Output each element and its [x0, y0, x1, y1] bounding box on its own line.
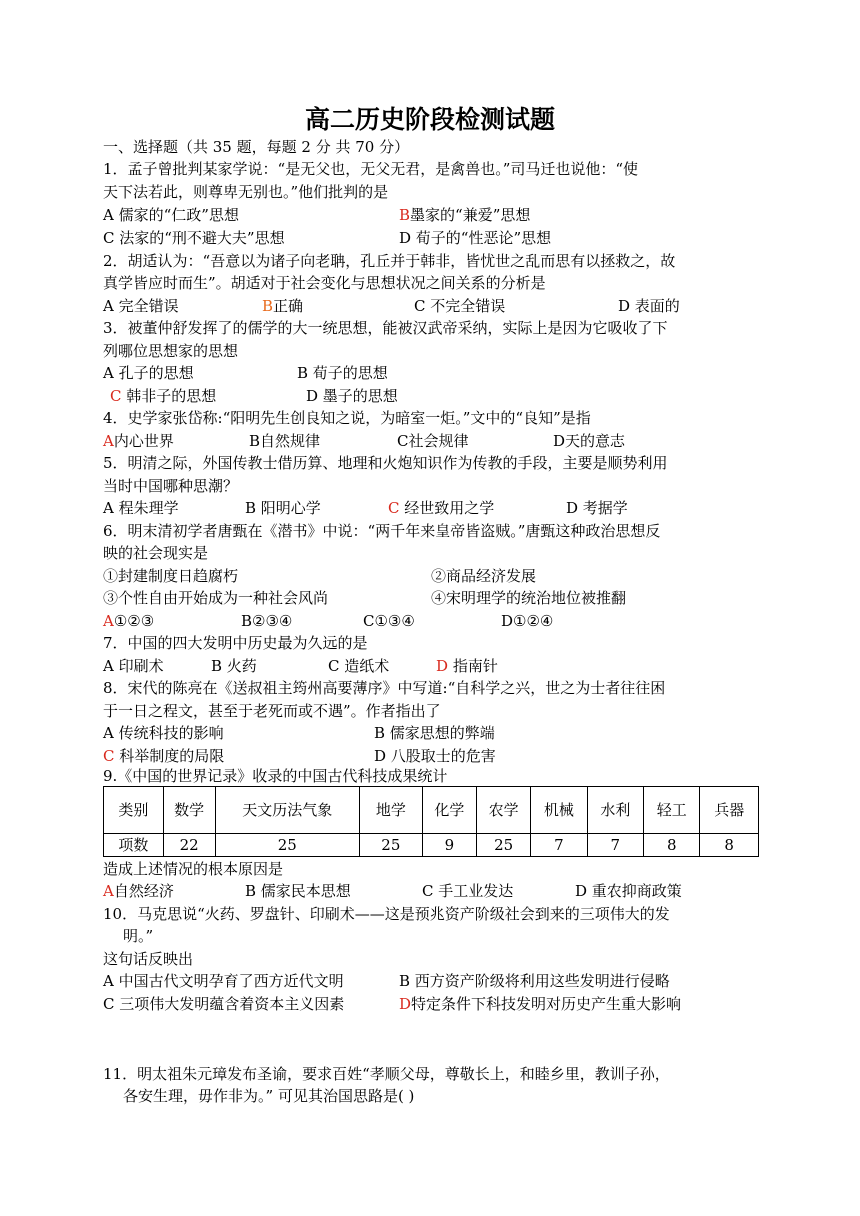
- q4-option-b: B自然规律: [249, 432, 321, 450]
- q4-option-a: [103, 430, 174, 452]
- q9-count-cell: 8: [700, 834, 759, 857]
- q8-option-c-letter: C: [103, 747, 115, 765]
- q2-option-d: D 表面的: [618, 297, 680, 315]
- q9-count-cell: 7: [587, 834, 643, 857]
- q5-option-a: A 程朱理学: [103, 499, 179, 517]
- q1-option-d: D 荀子的“性恶论”思想: [399, 229, 552, 247]
- q10-option-d-text: 特定条件下科技发明对历史产生重大影响: [411, 995, 682, 1013]
- q4-option-c: C社会规律: [397, 432, 469, 450]
- q9-header-cell: 机械: [531, 787, 587, 834]
- q9-count-cell: 22: [163, 834, 215, 857]
- q6-option-b: B②③④: [241, 612, 293, 630]
- q7-option-c: C 造纸术: [328, 657, 390, 675]
- q1-option-c: C 法家的“刑不避大夫”思想: [103, 229, 285, 247]
- q5-option-c-text: 经世致用之学: [404, 499, 495, 517]
- q11-stem-line2: 各安生理，毋作非为。” 可见其治国思路是( ): [123, 1087, 415, 1105]
- q6-option-a-text: ①②③: [113, 612, 155, 630]
- q9-stem-line1: 9.《中国的世界记录》收录的中国古代科技成果统计: [103, 767, 448, 785]
- q1-stem-line2: 天下法若此，则尊卑无别也。”他们批判的是: [103, 183, 389, 201]
- q8-option-d: D 八股取士的危害: [374, 747, 496, 765]
- q9-count-cell: 25: [359, 834, 422, 857]
- q7-option-d-text: 指南针: [452, 657, 498, 675]
- exam-title: 高二历史阶段检测试题: [304, 105, 555, 134]
- q10-option-d-letter: D: [399, 995, 412, 1013]
- q9-option-a: [103, 880, 174, 902]
- q9-option-c: C 手工业发达: [422, 882, 514, 900]
- section-heading: 一、选择题（共 35 题，每题 2 分 共 70 分）: [103, 138, 410, 156]
- q5-option-c-letter: C: [388, 499, 400, 517]
- q10-stem-line1: 10．马克思说“火药、罗盘针、印刷术——这是预兆资产阶级社会到来的三项伟大的发: [103, 905, 670, 923]
- q1-option-b-letter: B: [399, 206, 411, 224]
- q8-stem-line2: 于一日之程文，甚至于老死而或不遇”。作者指出了: [103, 702, 441, 720]
- q3-option-c-text: 韩非子的思想: [126, 387, 217, 405]
- q10-option-b: B 西方资产阶级将利用这些发明进行侵略: [399, 972, 670, 990]
- q2-option-b-text: 正确: [273, 297, 304, 315]
- q2-option-b-letter: B: [262, 297, 274, 315]
- q9-header-cell: 天文历法气象: [215, 787, 359, 834]
- q9-header-cell: 轻工: [644, 787, 700, 834]
- q9-count-cell: 7: [531, 834, 587, 857]
- q10-option-a: A 中国古代文明孕育了西方近代文明: [103, 972, 344, 990]
- q7-option-d-letter: D: [436, 657, 449, 675]
- q1-option-a: A 儒家的“仁政”思想: [103, 206, 239, 224]
- q9-count-cell: 25: [477, 834, 531, 857]
- q7-option-b: B 火药: [211, 657, 257, 675]
- q3-option-c: [110, 385, 216, 407]
- q5-stem-line2: 当时中国哪种思潮？: [103, 477, 239, 495]
- q9-header-cell: 地学: [359, 787, 422, 834]
- q7-option-a: A 印刷术: [103, 657, 164, 675]
- q6-statement-1: ①封建制度日趋腐朽: [103, 567, 239, 585]
- q4-option-a-text: 内心世界: [113, 432, 174, 450]
- q6-stem-line1: 6．明末清初学者唐甄在《潜书》中说：“两千年来皇帝皆盗贼。”唐甄这种政治思想反: [103, 522, 661, 540]
- q6-option-a-letter: A: [103, 612, 114, 630]
- q5-option-c: [388, 497, 494, 519]
- q9-header-cell: 水利: [587, 787, 643, 834]
- q6-option-c: C①③④: [363, 612, 415, 630]
- q10-stem-line2: 明。”: [123, 927, 154, 945]
- q9-option-a-text: 自然经济: [113, 882, 174, 900]
- q6-statement-2: ②商品经济发展: [431, 567, 537, 585]
- q9-count-cell: 8: [644, 834, 700, 857]
- q9-table-count-row: [104, 834, 759, 857]
- q3-stem-line1: 3．被董仲舒发挥了的儒学的大一统思想，能被汉武帝采纳，实际上是因为它吸收了下: [103, 319, 668, 337]
- q6-statement-3: ③个性自由开始成为一种社会风尚: [103, 589, 329, 607]
- q1-option-b: [399, 204, 530, 226]
- q3-option-b: B 荀子的思想: [297, 364, 388, 382]
- q10-option-c: C 三项伟大发明蕴含着资本主义因素: [103, 995, 345, 1013]
- q9-row-label: 项数: [104, 834, 164, 857]
- q8-option-c: [103, 745, 224, 767]
- q5-stem-line1: 5．明清之际，外国传教士借历算、地理和火炮知识作为传教的手段，主要是顺势利用: [103, 454, 668, 472]
- q3-option-d: D 墨子的思想: [306, 387, 398, 405]
- q9-table-header-row: [104, 787, 759, 834]
- q6-option-a: [103, 610, 154, 632]
- q6-option-d: D①②④: [501, 612, 554, 630]
- q2-stem-line2: 真学皆应时而生”。胡适对于社会变化与思想状况之间关系的分析是: [103, 274, 546, 292]
- q10-stem-line3: 这句话反映出: [103, 950, 194, 968]
- q1-option-b-text: 墨家的“兼爱”思想: [410, 206, 531, 224]
- q2-option-a: A 完全错误: [103, 297, 179, 315]
- q8-option-c-text: 科举制度的局限: [119, 747, 225, 765]
- q9-option-a-letter: A: [103, 882, 114, 900]
- q3-option-a: A 孔子的思想: [103, 364, 194, 382]
- q4-stem-line1: 4．史学家张岱称:“阳明先生创良知之说，为暗室一炬。”文中的“良知”是指: [103, 409, 591, 427]
- q9-count-cell: 25: [215, 834, 359, 857]
- q6-stem-line2: 映的社会现实是: [103, 544, 209, 562]
- q8-option-a: A 传统科技的影响: [103, 724, 224, 742]
- q4-option-a-letter: A: [103, 432, 114, 450]
- q11-stem-line1: 11．明太祖朱元璋发布圣谕，要求百姓“孝顺父母，尊敬长上，和睦乡里，教训子孙，: [103, 1065, 670, 1083]
- q3-stem-line2: 列哪位思想家的思想: [103, 342, 239, 360]
- q9-option-b: B 儒家民本思想: [245, 882, 351, 900]
- q2-option-c: C 不完全错误: [414, 297, 506, 315]
- q9-header-cell: 兵器: [700, 787, 759, 834]
- q9-stem-line2: 造成上述情况的根本原因是: [103, 860, 284, 878]
- q7-stem-line1: 7．中国的四大发明中历史最为久远的是: [103, 634, 368, 652]
- q7-option-d: [436, 655, 498, 677]
- q4-option-d: D天的意志: [553, 432, 626, 450]
- q9-header-cell: 数学: [163, 787, 215, 834]
- q9-header-cell: 农学: [477, 787, 531, 834]
- q1-stem-line1: 1．孟子曾批判某家学说：“是无父也，无父无君，是禽兽也。”司马迁也说他：“使: [103, 160, 639, 178]
- q5-option-b: B 阳明心学: [245, 499, 321, 517]
- q9-header-cell: 类别: [104, 787, 164, 834]
- q9-stats-table: [103, 786, 759, 857]
- q10-option-d: [399, 993, 681, 1015]
- q8-option-b: B 儒家思想的弊端: [374, 724, 495, 742]
- q9-header-cell: 化学: [422, 787, 476, 834]
- q3-option-c-letter: C: [110, 387, 122, 405]
- q2-option-b: [262, 295, 303, 317]
- q9-option-d: D 重农抑商政策: [575, 882, 682, 900]
- q8-stem-line1: 8．宋代的陈亮在《送叔祖主筠州高要薄序》中写道:“自科学之兴，世之为士者往往困: [103, 679, 666, 697]
- q2-stem-line1: 2．胡适认为：“吾意以为诸子向老聃，孔丘并于韩非，皆忧世之乱而思有以拯救之，故: [103, 252, 676, 270]
- q9-count-cell: 9: [422, 834, 476, 857]
- q6-statement-4: ④宋明理学的统治地位被推翻: [431, 589, 627, 607]
- q5-option-d: D 考据学: [566, 499, 628, 517]
